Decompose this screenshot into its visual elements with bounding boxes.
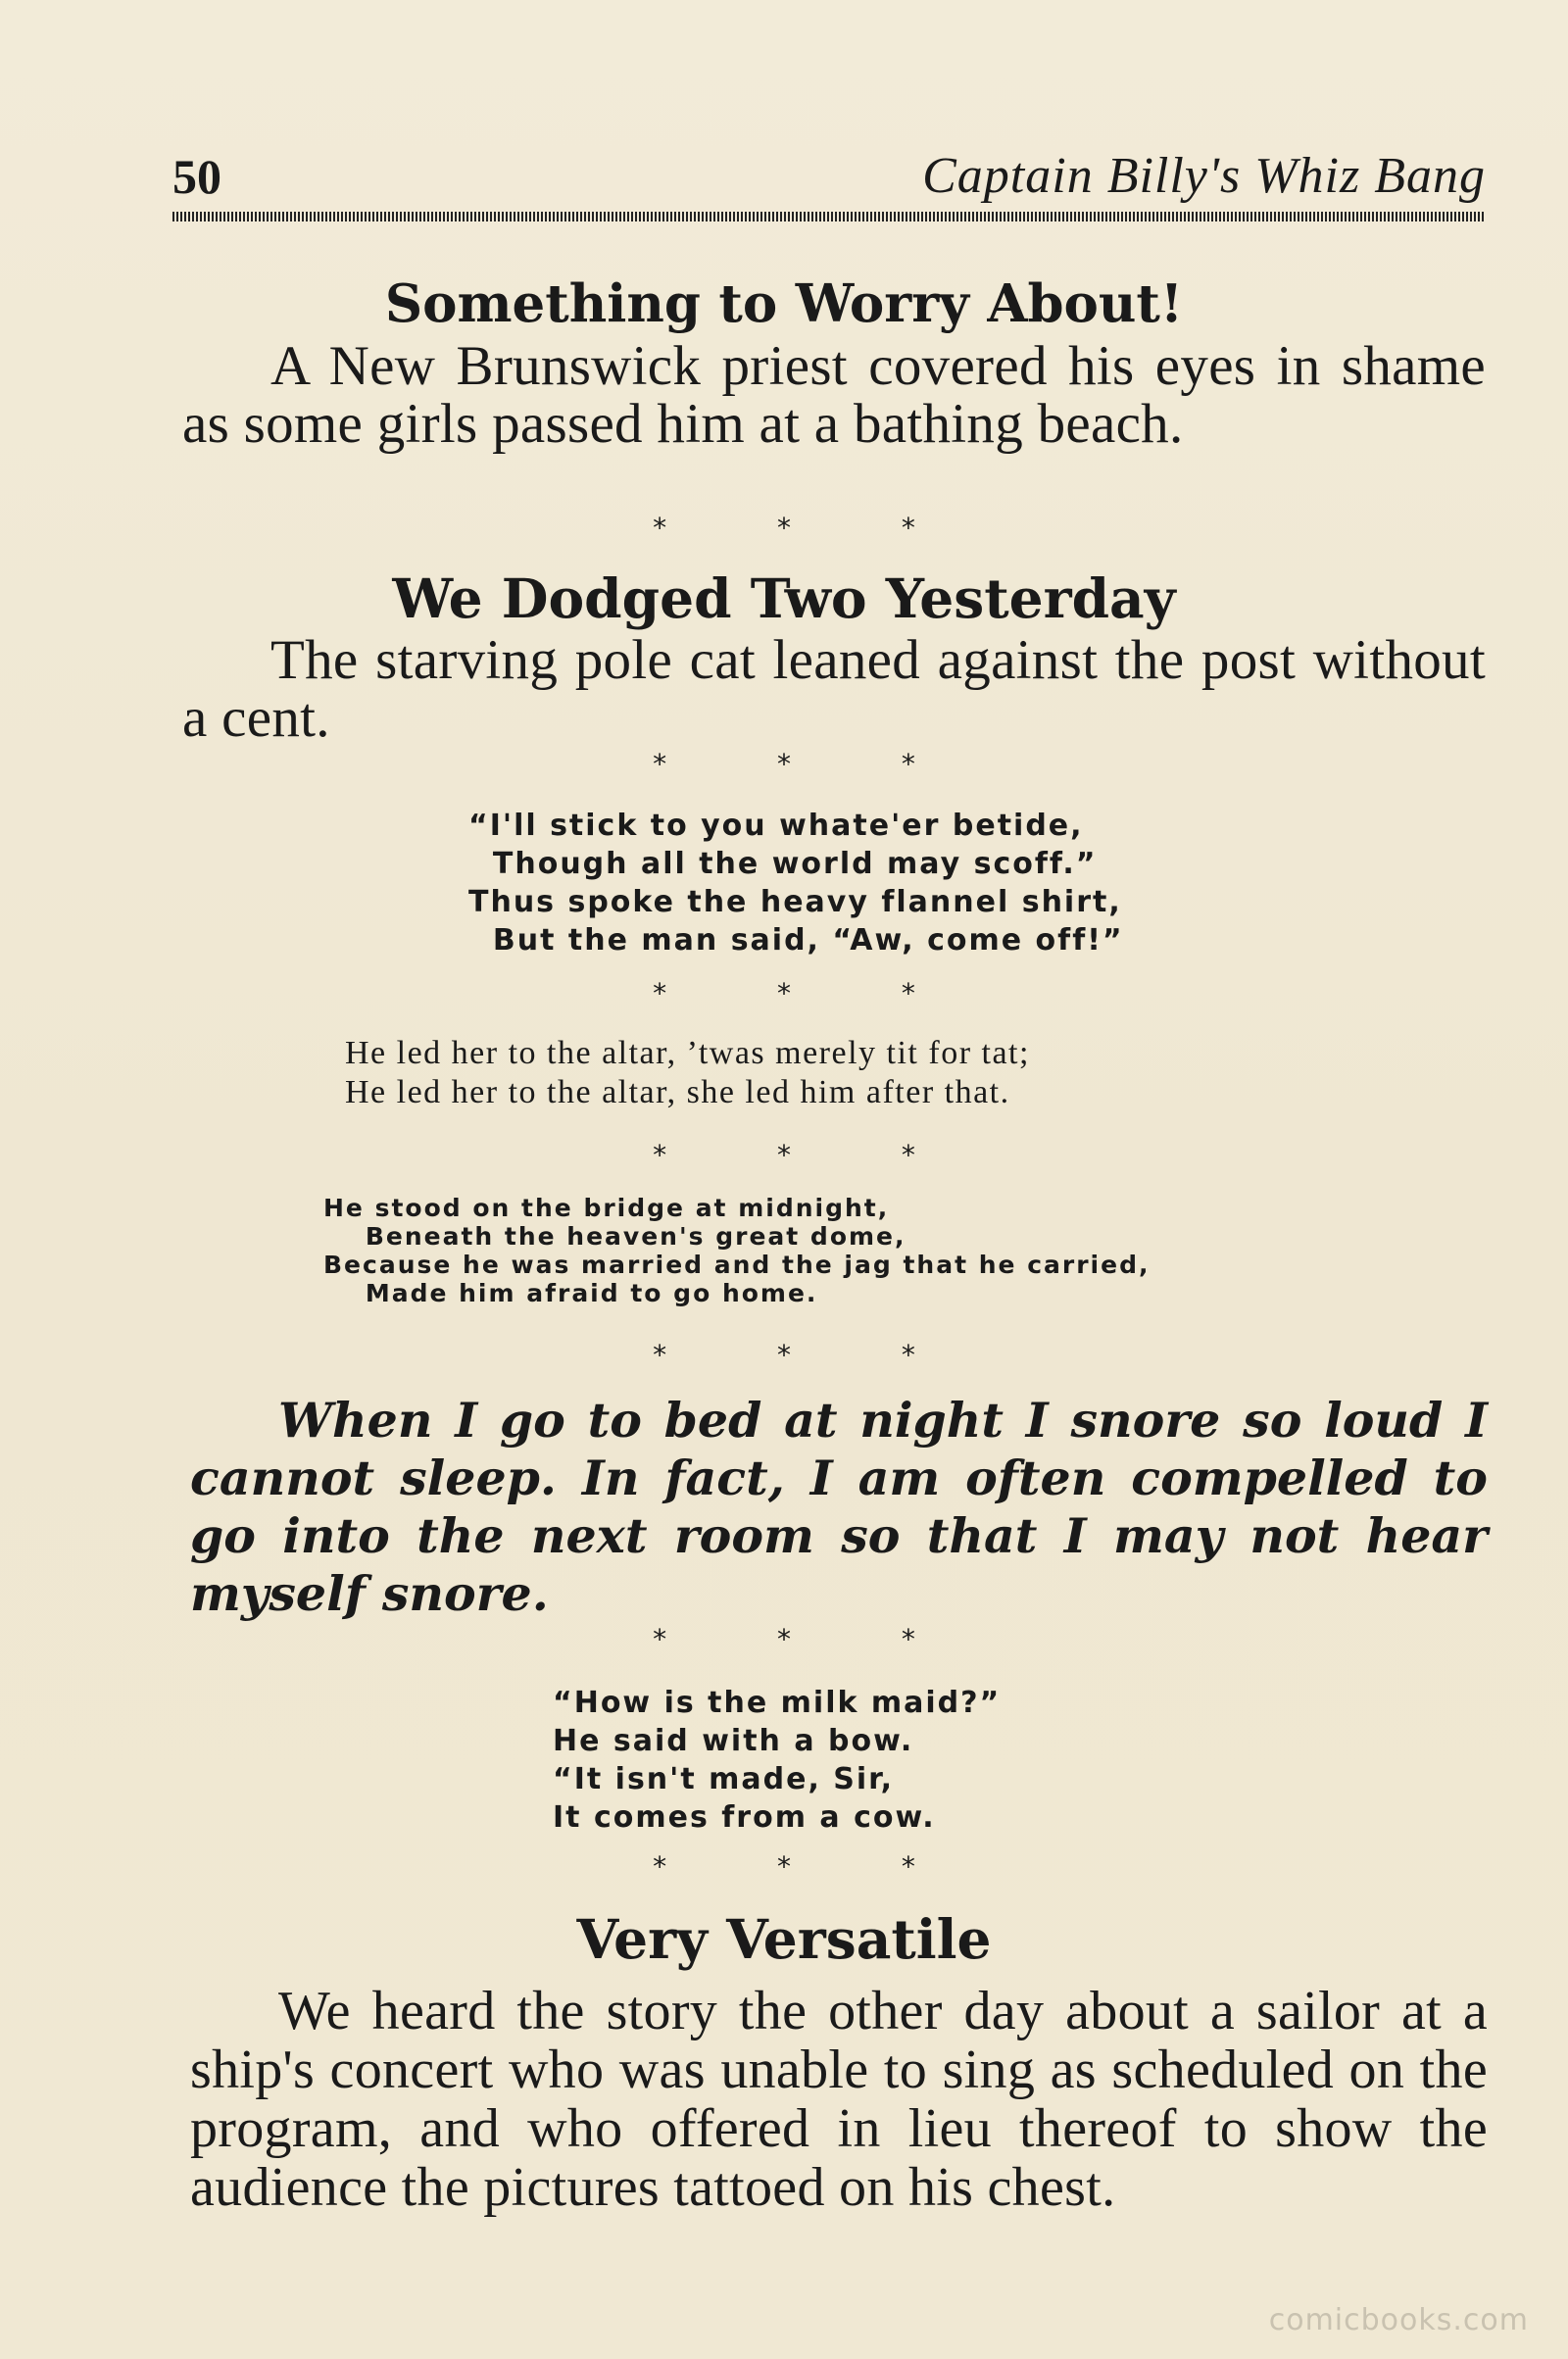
verse — [468, 807, 1124, 959]
verse-line: “It isn't made, Sir, — [553, 1762, 894, 1796]
italic-joke: When I go to bed at night I snore so loud I cannot sleep. In fact, I am often compelled to go into the next room so that I may not hear myself snore. — [190, 1392, 1488, 1622]
verse-line: He stood on the bridge at midnight, — [323, 1194, 890, 1222]
article-body: A New Brunswick priest covered his eyes in shame as some girls passed him at a bathing beach. — [182, 335, 1486, 455]
article-body: We heard the story the other day about a sailor at a ship's concert who was unable to sing as scheduled on the program, and who offered in lieu thereof to show the audience the pictures tattoed on his chest. — [190, 1981, 1488, 2218]
separator: * * * — [653, 977, 966, 1009]
separator: * * * — [653, 1339, 966, 1371]
separator: * * * — [653, 512, 966, 544]
watermark: comicbooks.com — [1268, 2303, 1529, 2337]
verse-line: Though all the world may scoff.” — [468, 847, 1098, 881]
separator: * * * — [653, 748, 966, 780]
article-heading: Something to Worry About! — [384, 273, 1184, 334]
verse-line: He led her to the altar, ’twas merely tit for tat; — [345, 1035, 1030, 1071]
verse-line: It comes from a cow. — [553, 1800, 936, 1835]
verse — [345, 1034, 1030, 1112]
verse-line: He said with a bow. — [553, 1724, 914, 1758]
verse-line: But the man said, “Aw, come off!” — [468, 923, 1124, 958]
article-body: The starving pole cat leaned against the post without a cent. — [182, 629, 1486, 749]
separator: * * * — [653, 1139, 966, 1171]
verse-line: Made him afraid to go home. — [323, 1279, 818, 1307]
separator: * * * — [653, 1623, 966, 1655]
article-heading: Very Versatile — [576, 1907, 992, 1971]
verse-line: Beneath the heaven's great dome, — [323, 1222, 906, 1251]
header-rule — [172, 212, 1486, 221]
verse-line: Because he was married and the jag that he carried, — [323, 1251, 1151, 1279]
separator: * * * — [653, 1850, 966, 1883]
verse — [323, 1194, 1150, 1307]
page-number: 50 — [172, 149, 221, 204]
verse-line: “How is the milk maid?” — [553, 1686, 1002, 1720]
verse-line: Thus spoke the heavy flannel shirt, — [468, 885, 1122, 919]
verse-line: He led her to the altar, she led him after that. — [345, 1074, 1010, 1110]
article-heading: We Dodged Two Yesterday — [392, 566, 1176, 630]
running-title: Captain Billy's Whiz Bang — [922, 148, 1486, 204]
verse — [553, 1684, 1001, 1837]
verse-line: “I'll stick to you whate'er betide, — [468, 809, 1084, 843]
page-header — [172, 147, 1486, 206]
